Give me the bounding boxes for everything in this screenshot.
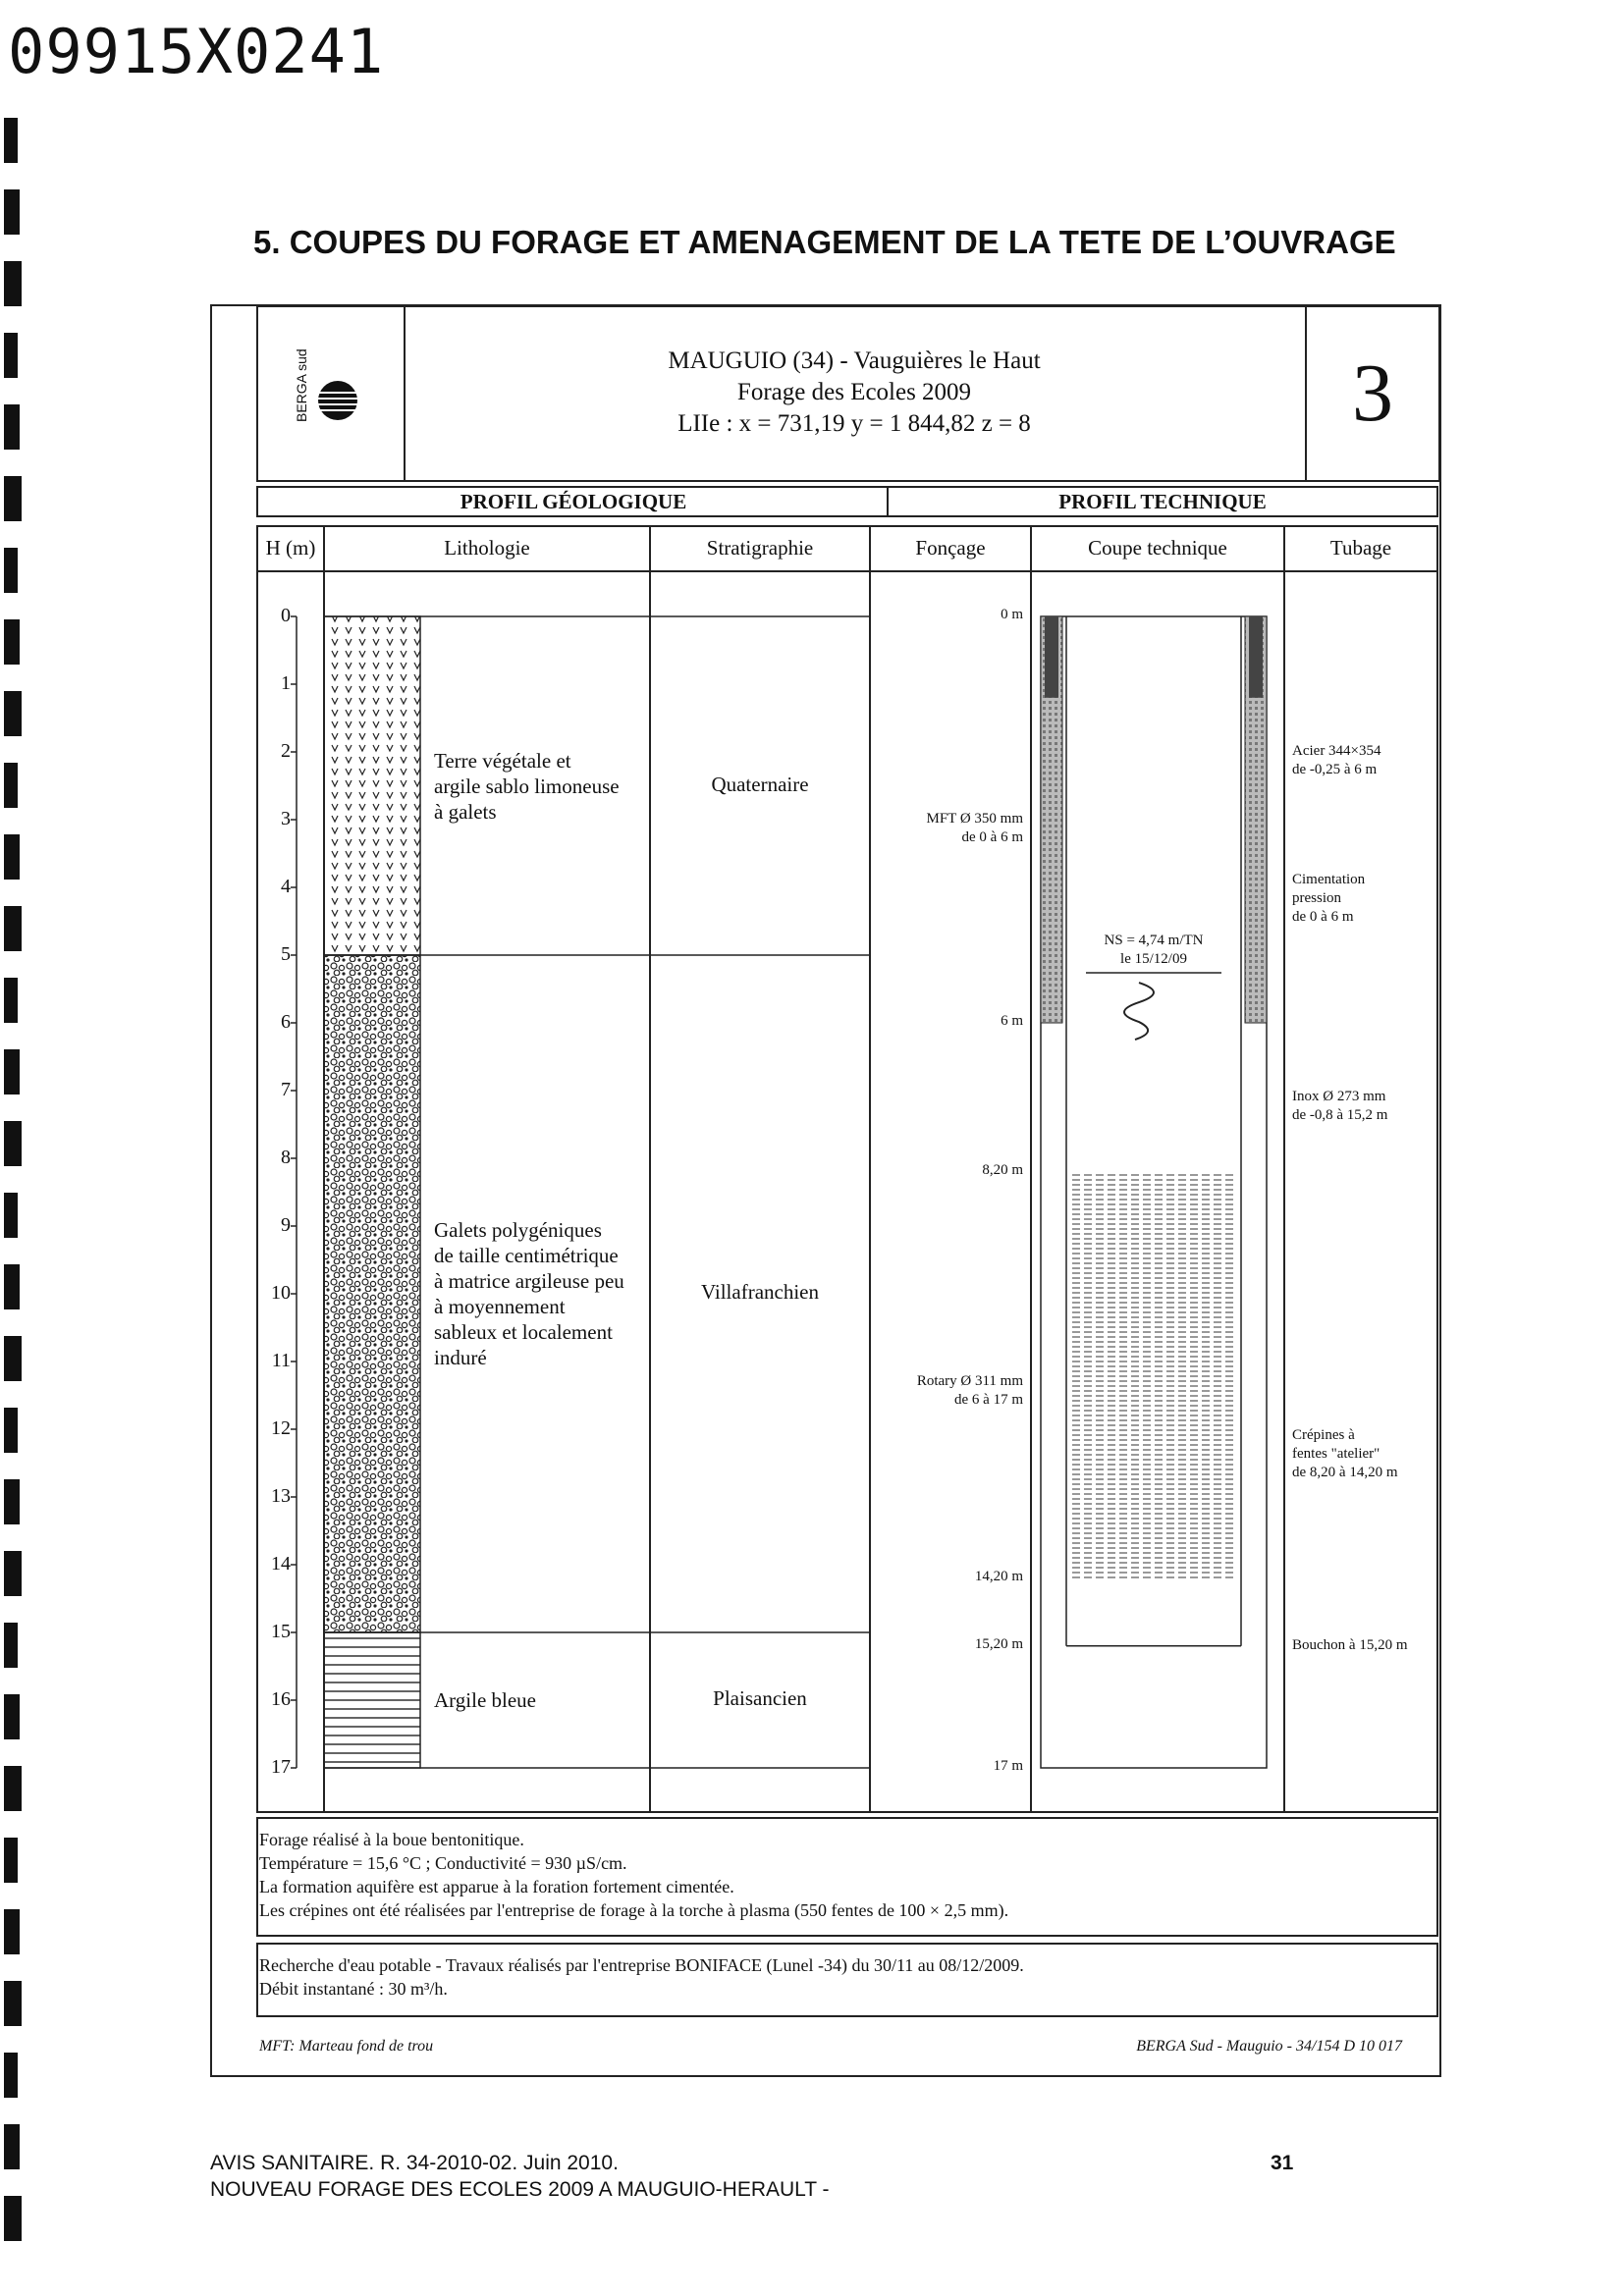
casing-note-line: Bouchon à 15,20 m [1292, 1636, 1408, 1653]
col-technical-cut: Coupe technique [1088, 536, 1227, 560]
screen-section [1070, 1172, 1237, 1578]
drilling-depth-label: 8,20 m [982, 1161, 1023, 1178]
depth-tick-label: 3 [281, 808, 291, 829]
page-heading: 5. COUPES DU FORAGE ET AMENAGEMENT DE LA TETE DE L’OUVRAGE [253, 224, 1396, 260]
drilling-method-line: MFT Ø 350 mm [926, 811, 1023, 827]
casing-note-line: Acier 344×354 [1292, 743, 1381, 759]
drilling-depth-label: 6 m [1001, 1013, 1023, 1029]
lithology-pattern [324, 955, 420, 1632]
note-line: Forage réalisé à la boue bentonitique. [259, 1830, 524, 1849]
drilling-method [876, 1372, 1023, 1410]
casing-note [1292, 1426, 1439, 1482]
page-number: 31 [1271, 2152, 1294, 2174]
footer-line-2: NOUVEAU FORAGE DES ECOLES 2009 A MAUGUIO-HERAULT - [210, 2178, 830, 2201]
page-footer [210, 2150, 830, 2203]
lithology-line: Galets polygéniques [434, 1218, 602, 1242]
casing-note [1292, 742, 1439, 779]
depth-tick-label: 15 [271, 1621, 291, 1642]
note-line: Les crépines ont été réalisées par l'entreprise de forage à la torche à plasma (550 fentes de 100 × 2,5 mm). [259, 1900, 1009, 1920]
casing-note [1292, 1636, 1439, 1655]
section-technical: PROFIL TECHNIQUE [1058, 490, 1267, 513]
casing-note-line: de -0,8 à 15,2 m [1292, 1106, 1388, 1123]
works-line: Recherche d'eau potable - Travaux réalisés par l'entreprise BONIFACE (Lunel -34) du 30/11 au 08/12/2009. [259, 1955, 1024, 1975]
document-id-stamp: 09915X0241 [8, 16, 385, 87]
col-stratigraphy: Stratigraphie [706, 536, 814, 560]
depth-tick-label: 12 [271, 1417, 291, 1439]
header-coordinates: LIIe : x = 731,19 y = 1 844,82 z = 8 [677, 410, 1031, 437]
footer-line-1: AVIS SANITAIRE. R. 34-2010-02. Juin 2010. [210, 2152, 619, 2174]
lithology-line: à matrice argileuse peu [434, 1269, 624, 1293]
depth-tick-label: 1 [281, 672, 291, 694]
drilling-depth-label: 0 m [1001, 607, 1023, 622]
steel-casing-left [1045, 616, 1058, 698]
depth-tick-label: 16 [271, 1688, 291, 1710]
depth-tick-label: 13 [271, 1485, 291, 1507]
lithology-pattern [324, 1632, 420, 1768]
casing-note [1292, 871, 1439, 927]
lithology-description [434, 1687, 650, 1713]
stratigraphy-label: Quaternaire [711, 772, 809, 796]
drilling-method-line: de 6 à 17 m [954, 1391, 1023, 1408]
depth-tick-label: 11 [271, 1350, 291, 1371]
steel-casing-right [1249, 616, 1263, 698]
depth-tick-label: 7 [281, 1079, 291, 1100]
stratigraphy-label: Plaisancien [713, 1686, 807, 1710]
drilling-method-line: Rotary Ø 311 mm [916, 1372, 1023, 1389]
note-line: La formation aquifère est apparue à la foration fortement cimentée. [259, 1877, 734, 1896]
col-lithology: Lithologie [444, 536, 530, 560]
depth-tick-label: 14 [271, 1553, 291, 1575]
lithology-line: sableux et localement [434, 1320, 613, 1344]
legend-mft: MFT: Marteau fond de trou [259, 2038, 434, 2055]
drilling-method [876, 810, 1023, 847]
drilling-method-line: de 0 à 6 m [961, 829, 1023, 845]
casing-note-line: de 0 à 6 m [1292, 909, 1354, 926]
lithology-line: Terre végétale et [434, 748, 571, 773]
casing-note [1292, 1088, 1439, 1125]
casing-note-line: Crépines à [1292, 1426, 1355, 1443]
casing-note-line: Inox Ø 273 mm [1292, 1088, 1386, 1104]
drilling-depth-label: 14,20 m [974, 1568, 1023, 1584]
depth-tick-label: 17 [271, 1756, 291, 1778]
drilling-depth-label: 17 m [993, 1758, 1023, 1774]
log-number: 3 [1352, 347, 1393, 439]
notes-block [259, 1828, 1008, 1922]
lithology-line: induré [434, 1346, 487, 1369]
depth-tick-label: 0 [281, 605, 291, 626]
depth-tick-label: 5 [281, 943, 291, 965]
drilling-depth-label: 15,20 m [974, 1635, 1023, 1652]
header-location: MAUGUIO (34) - Vauguières le Haut [668, 347, 1041, 374]
section-geologic: PROFIL GÉOLOGIQUE [460, 490, 687, 513]
lithology-line: de taille centimétrique [434, 1244, 619, 1267]
water-level-label [1066, 932, 1241, 969]
lithology-line: à moyennement [434, 1295, 566, 1318]
works-line: Débit instantané : 30 m³/h. [259, 1979, 448, 1999]
lithology-description [434, 1217, 650, 1370]
stratigraphy-label: Villafranchien [700, 1280, 819, 1304]
casing-note-line: Cimentation [1292, 872, 1366, 888]
casing-note-line: fentes "atelier" [1292, 1445, 1380, 1462]
lithology-pattern [324, 616, 420, 955]
depth-tick-label: 2 [281, 740, 291, 762]
lithology-description [434, 748, 650, 825]
logo-text: BERGA sud [294, 348, 309, 422]
water-level-line-text: NS = 4,74 m/TN [1104, 933, 1204, 949]
casing-note-line: pression [1292, 890, 1341, 907]
note-line: Température = 15,6 °C ; Conductivité = 930 µS/cm. [259, 1853, 627, 1873]
col-casing: Tubage [1329, 536, 1392, 560]
lithology-line: Argile bleue [434, 1688, 536, 1712]
depth-tick-label: 8 [281, 1147, 291, 1168]
legend-reference: BERGA Sud - Mauguio - 34/154 D 10 017 [1136, 2038, 1402, 2055]
water-level-line-text: le 15/12/09 [1120, 951, 1187, 968]
works-block [259, 1953, 1024, 2001]
water-squiggle [1124, 983, 1154, 1040]
depth-tick-label: 9 [281, 1214, 291, 1236]
header-project: Forage des Ecoles 2009 [736, 379, 972, 405]
depth-tick-label: 6 [281, 1011, 291, 1033]
col-drilling: Fonçage [915, 536, 986, 560]
lithology-line: à galets [434, 799, 497, 824]
casing-note-line: de 8,20 à 14,20 m [1292, 1464, 1398, 1480]
depth-tick-label: 10 [271, 1282, 291, 1304]
depth-tick-label: 4 [281, 876, 291, 897]
casing-note-line: de -0,25 à 6 m [1292, 762, 1378, 777]
col-h: H (m) [265, 536, 316, 560]
lithology-line: argile sablo limoneuse [434, 774, 620, 798]
